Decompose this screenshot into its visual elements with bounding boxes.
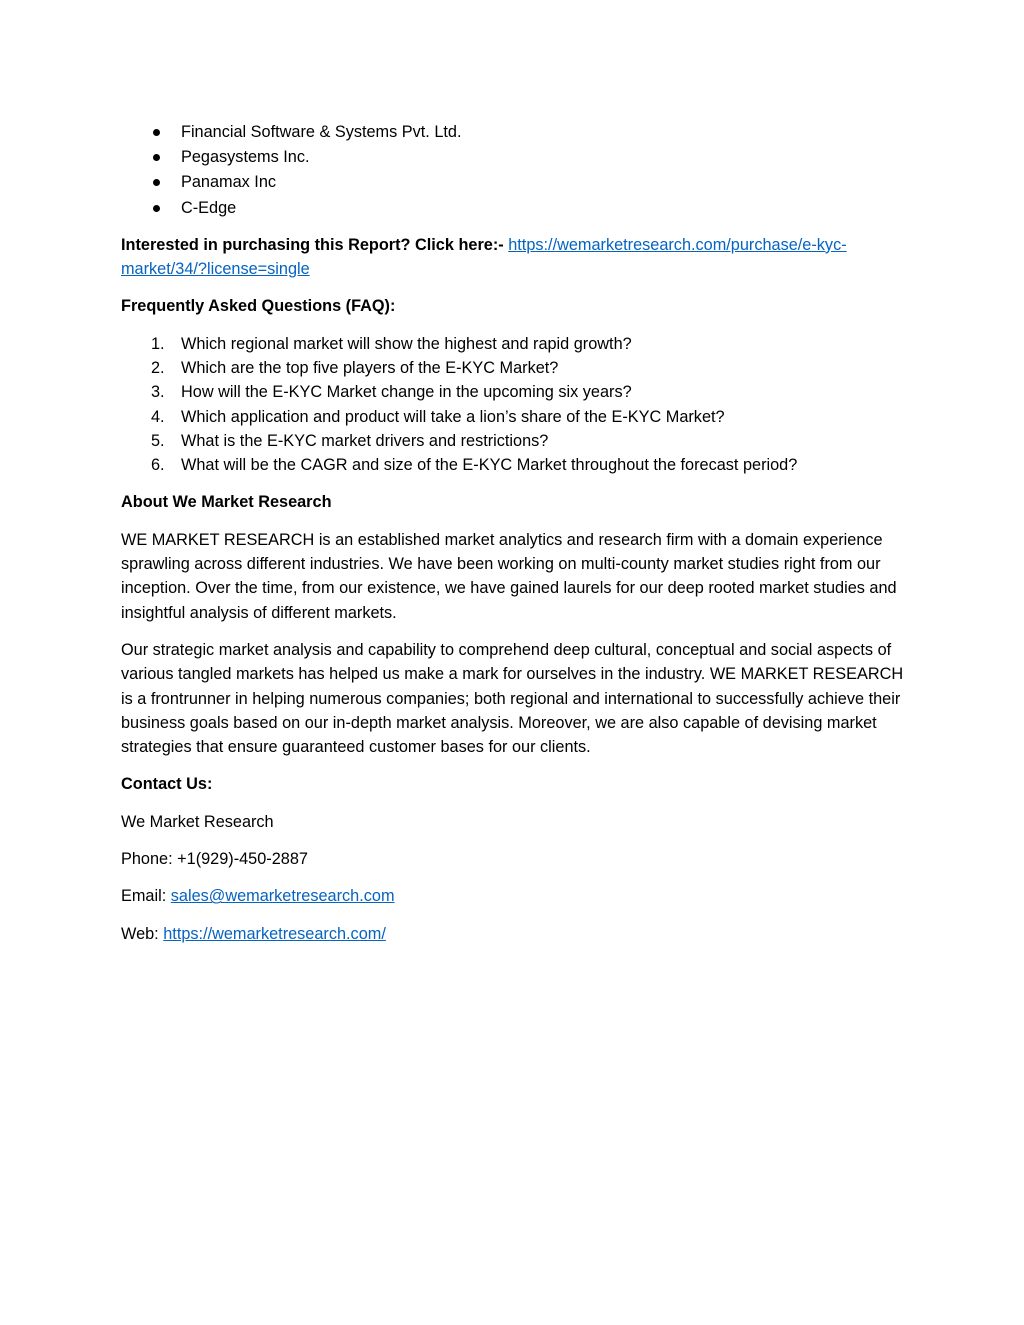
bullet-icon (153, 129, 160, 136)
list-item: 6. What will be the CAGR and size of the E-KYC Market throughout the forecast period? (151, 456, 798, 475)
list-item: 1. Which regional market will show the highest and rapid growth? (151, 334, 632, 353)
email-link[interactable]: sales@wemarketresearch.com (170, 887, 395, 906)
contact-email: Email: sales@wemarketresearch.com (121, 887, 395, 906)
document-body (121, 120, 906, 959)
purchase-link[interactable]: https://wemarketresearch.com/purchase/e-kyc- market/34/?license=single (121, 235, 847, 279)
list-item: 4. Which application and product will take a lion’s share of the E-KYC Market? (151, 407, 725, 426)
purchase-lead: Interested in purchasing this Report? Click here:- (121, 235, 504, 254)
company-list (121, 120, 906, 221)
bullet-icon (153, 205, 160, 212)
contact-phone: Phone: +1(929)-450-2887 (121, 849, 308, 868)
contact-company: We Market Research (121, 812, 274, 831)
about-paragraph-2: Our strategic market analysis and capability to comprehend deep cultural, conceptual and social aspects of various tangled markets has helped us make a mark for ourselves in the industry. WE MARKET RESEARCH is a frontrunner in helping numerous companies; both regional and international to successfully achieve their business goals based on our in-depth market analysis. Moreover, we are also capable of devising market strategies that ensure guaranteed customer bases for our clients. (121, 640, 904, 757)
contact-heading: Contact Us: (121, 775, 213, 794)
purchase-paragraph (121, 233, 906, 282)
about-heading: About We Market Research (121, 493, 332, 512)
list-item: 3. How will the E-KYC Market change in the upcoming six years? (151, 383, 632, 402)
about-paragraph-1: WE MARKET RESEARCH is an established market analytics and research firm with a domain experience sprawling across different industries. We have been working on multi-county market studies right from our inception. Over the time, from our existence, we have gained laurels for our deep rooted market studies and insightful analysis of different markets. (121, 530, 897, 622)
faq-list (121, 332, 906, 478)
website-link[interactable]: https://wemarketresearch.com/ (163, 924, 386, 943)
list-item: Pegasystems Inc. (121, 145, 906, 170)
list-item: Financial Software & Systems Pvt. Ltd. (121, 120, 906, 145)
list-item: C-Edge (121, 196, 906, 221)
list-item: Panamax Inc (121, 170, 906, 195)
bullet-icon (153, 154, 160, 161)
bullet-icon (153, 179, 160, 186)
faq-heading: Frequently Asked Questions (FAQ): (121, 297, 396, 316)
list-item: 5. What is the E-KYC market drivers and restrictions? (151, 431, 549, 450)
contact-web: Web: https://wemarketresearch.com/ (121, 924, 386, 943)
list-item: 2. Which are the top five players of the E-KYC Market? (151, 358, 559, 377)
